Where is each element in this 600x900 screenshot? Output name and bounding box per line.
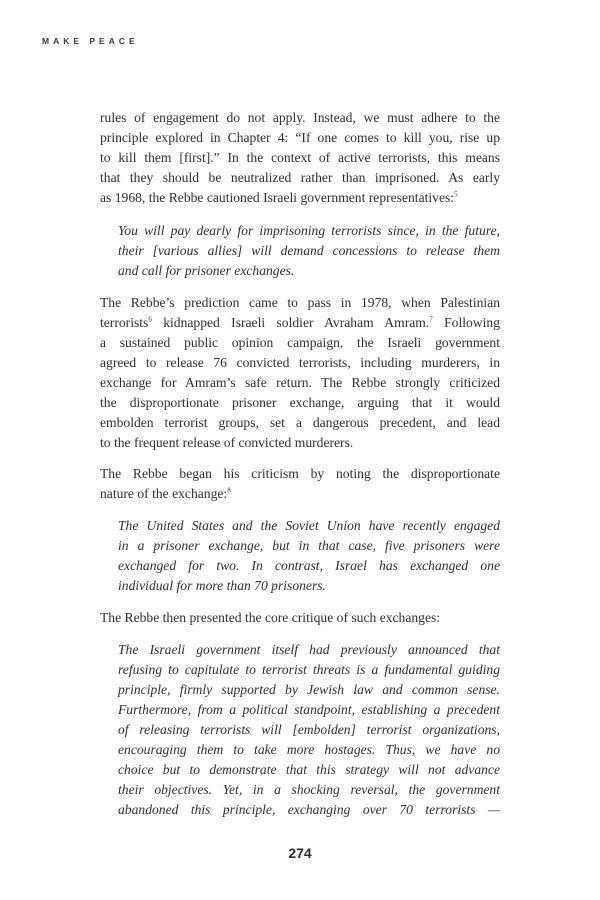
paragraph-line: The Rebbe’s prediction came to pass in 1978, when Palestinian <box>100 295 500 310</box>
quote-line: Furthermore, from a political standpoint, establishing a precedent <box>118 702 500 717</box>
quote-line: encouraging them to take more hostages. Thus, we have no <box>118 742 500 757</box>
paragraph-line-text: terrorists <box>100 315 149 330</box>
paragraph-line: to the frequent release of convicted murderers. <box>100 435 354 450</box>
quote-line: choice but to demonstrate that this strategy will not advance <box>118 762 500 777</box>
block-quote-1 <box>100 221 500 281</box>
quote-line: principle, firmly supported by Jewish law and common sense. <box>118 682 500 697</box>
quote-line: exchanged for two. In contrast, Israel has exchanged one <box>118 558 500 573</box>
body-paragraph-3 <box>100 464 500 504</box>
quote-line: abandoned this principle, exchanging over 70 terrorists — <box>118 802 500 817</box>
quote-line: their objectives. Yet, in a shocking reversal, the government <box>118 782 500 797</box>
body-paragraph-1 <box>100 108 500 208</box>
block-quote-3 <box>100 640 500 820</box>
footnote-marker-7[interactable]: 7 <box>429 315 433 324</box>
paragraph-line: rules of engagement do not apply. Instead, we must adhere to the <box>100 110 500 125</box>
paragraph-line: a sustained public opinion campaign, the Israeli government <box>100 335 500 350</box>
paragraph-line: exchange for Amram’s safe return. The Rebbe strongly criticized <box>100 375 500 390</box>
paragraph-line: The Rebbe began his criticism by noting the disproportionate <box>100 466 500 481</box>
paragraph-line-text: as 1968, the Rebbe cautioned Israeli government representatives: <box>100 190 455 205</box>
footnote-marker-5[interactable]: 5 <box>454 190 458 199</box>
block-quote-2 <box>100 516 500 596</box>
paragraph-line: agreed to release 76 convicted terrorists, including murderers, in <box>100 355 500 370</box>
quote-line: and call for prisoner exchanges. <box>118 263 295 278</box>
paragraph-line: embolden terrorist groups, set a dangerous precedent, and lead <box>100 415 500 430</box>
paragraph-line: that they should be neutralized rather than imprisoned. As early <box>100 170 500 185</box>
paragraph-line-with-footnote <box>100 484 500 504</box>
paragraph-line-with-footnotes <box>100 313 500 333</box>
quote-line: You will pay dearly for imprisoning terrorists since, in the future, <box>118 223 500 238</box>
quote-line: individual for more than 70 prisoners. <box>118 578 326 593</box>
paragraph-line: The Rebbe then presented the core critique of such exchanges: <box>100 610 441 625</box>
paragraph-line-text: nature of the exchange: <box>100 486 228 501</box>
quote-line: The Israeli government itself had previously announced that <box>118 642 500 657</box>
footnote-marker-6[interactable]: 6 <box>148 315 152 324</box>
footnote-marker-8[interactable]: 8 <box>227 486 231 495</box>
page-number: 274 <box>288 845 312 861</box>
paragraph-line: principle explored in Chapter 4: “If one comes to kill you, rise up <box>100 130 500 145</box>
body-paragraph-4 <box>100 608 500 628</box>
quote-line: refusing to capitulate to terrorist threats is a fundamental guiding <box>118 662 500 677</box>
running-header-title: MAKE PEACE <box>42 36 139 46</box>
quote-line: in a prisoner exchange, but in that case, five prisoners were <box>118 538 500 553</box>
body-paragraph-2 <box>100 293 500 453</box>
quote-line: their [various allies] will demand concessions to release them <box>118 243 500 258</box>
paragraph-line-with-footnote <box>100 188 500 208</box>
quote-line: The United States and the Soviet Union have recently engaged <box>118 518 500 533</box>
paragraph-line-text: Following <box>432 315 500 330</box>
quote-line: of releasing terrorists will [embolden] terrorist organizations, <box>118 722 500 737</box>
paragraph-line: to kill them [first].” In the context of active terrorists, this means <box>100 150 500 165</box>
paragraph-line: the disproportionate prisoner exchange, arguing that it would <box>100 395 500 410</box>
paragraph-line-text: kidnapped Israeli soldier Avraham Amram. <box>151 315 430 330</box>
